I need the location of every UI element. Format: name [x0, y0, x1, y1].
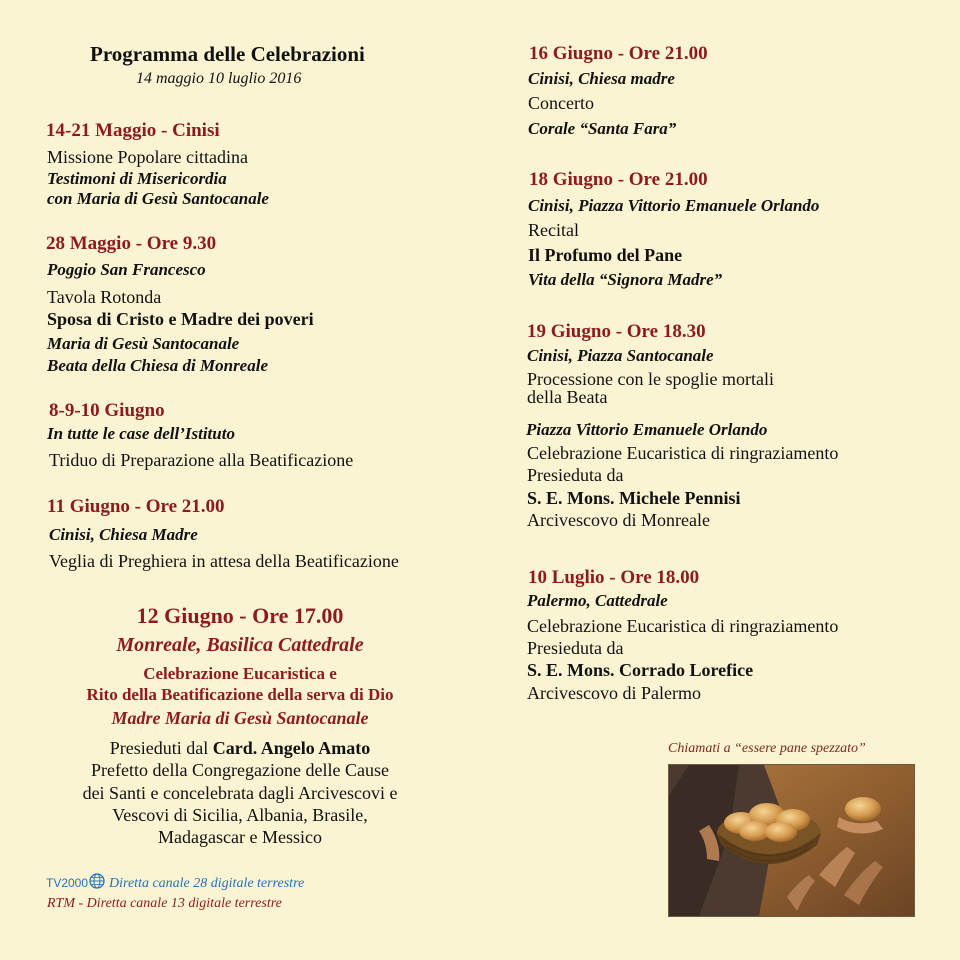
event-text: della Beata — [527, 387, 608, 407]
event-location: Cinisi, Chiesa Madre — [49, 525, 198, 544]
event-date: 14-21 Maggio - Cinisi — [46, 120, 220, 141]
rtm-line: RTM - Diretta canale 13 digitale terrestre — [47, 896, 282, 911]
presider-name: Card. Angelo Amato — [212, 738, 371, 758]
event-text: Recital — [528, 220, 579, 240]
event-location: Cinisi, Piazza Santocanale — [527, 346, 714, 365]
event-text: Beata della Chiesa di Monreale — [47, 356, 268, 375]
event-text: Vescovi di Sicilia, Albania, Brasile, — [112, 805, 368, 825]
event-text — [40, 738, 440, 759]
tv2000-logo: TV2000 — [46, 876, 89, 890]
event-text: Triduo di Preparazione alla Beatificazione — [49, 450, 354, 470]
globe-icon — [89, 873, 105, 889]
bread-basket-painting — [668, 764, 915, 917]
event-date: 16 Giugno - Ore 21.00 — [529, 43, 708, 64]
event-text: Prefetto della Congregazione delle Cause — [91, 760, 389, 780]
event-date: 10 Luglio - Ore 18.00 — [528, 567, 700, 588]
event-location: Cinisi, Piazza Vittorio Emanuele Orlando — [528, 196, 820, 215]
image-caption: Chiamati a “essere pane spezzato” — [668, 741, 866, 756]
event-location: In tutte le case dell’Istituto — [47, 424, 235, 443]
event-text: Veglia di Preghiera in attesa della Beatificazione — [49, 551, 399, 571]
event-location: Cinisi, Chiesa madre — [528, 69, 675, 88]
event-text: S. E. Mons. Michele Pennisi — [527, 488, 741, 508]
event-location: Poggio San Francesco — [47, 260, 206, 279]
event-text: S. E. Mons. Corrado Lorefice — [527, 660, 754, 680]
event-text: dei Santi e concelebrata dagli Arcivescovi e — [82, 783, 398, 803]
event-text: Testimoni di Misericordia — [47, 169, 227, 188]
event-text: Celebrazione Eucaristica e — [143, 664, 337, 683]
event-text: Tavola Rotonda — [47, 287, 162, 307]
event-text: Vita della “Signora Madre” — [528, 270, 723, 289]
event-date: 19 Giugno - Ore 18.30 — [527, 321, 706, 342]
tv2000-text: Diretta canale 28 digitale terrestre — [109, 876, 305, 891]
event-date: 11 Giugno - Ore 21.00 — [47, 496, 225, 517]
event-text: Missione Popolare cittadina — [47, 147, 248, 167]
event-text: Celebrazione Eucaristica di ringraziamento — [527, 443, 839, 463]
event-text: Arcivescovo di Palermo — [527, 683, 701, 703]
event-text: Madagascar e Messico — [158, 827, 322, 847]
program-dates: 14 maggio 10 luglio 2016 — [136, 70, 302, 87]
event-text: Arcivescovo di Monreale — [527, 510, 710, 530]
program-title: Programma delle Celebrazioni — [90, 42, 365, 66]
event-text: Corale “Santa Fara” — [528, 119, 677, 138]
event-text: Madre Maria di Gesù Santocanale — [111, 708, 369, 728]
tv2000-line — [46, 873, 304, 892]
event-date: 12 Giugno - Ore 17.00 — [136, 603, 344, 628]
event-text: Maria di Gesù Santocanale — [47, 334, 240, 353]
event-text: Processione con le spoglie mortali — [527, 369, 774, 389]
event-location: Monreale, Basilica Cattedrale — [116, 634, 364, 656]
event-date: 18 Giugno - Ore 21.00 — [529, 169, 708, 190]
presider-prefix: Presieduti dal — [109, 738, 213, 758]
event-text: Concerto — [528, 93, 594, 113]
event-text: con Maria di Gesù Santocanale — [47, 189, 269, 208]
event-date: 28 Maggio - Ore 9.30 — [46, 233, 217, 254]
event-text: Presieduta da — [527, 638, 624, 658]
event-location: Palermo, Cattedrale — [527, 591, 668, 610]
event-text: Sposa di Cristo e Madre dei poveri — [47, 309, 314, 329]
event-location: Piazza Vittorio Emanuele Orlando — [526, 420, 768, 439]
event-text: Celebrazione Eucaristica di ringraziamento — [527, 616, 839, 636]
event-text: Il Profumo del Pane — [528, 245, 683, 265]
event-text: Presieduta da — [527, 465, 624, 485]
event-text: Rito della Beatificazione della serva di Dio — [86, 685, 394, 704]
event-date: 8-9-10 Giugno — [49, 400, 165, 421]
